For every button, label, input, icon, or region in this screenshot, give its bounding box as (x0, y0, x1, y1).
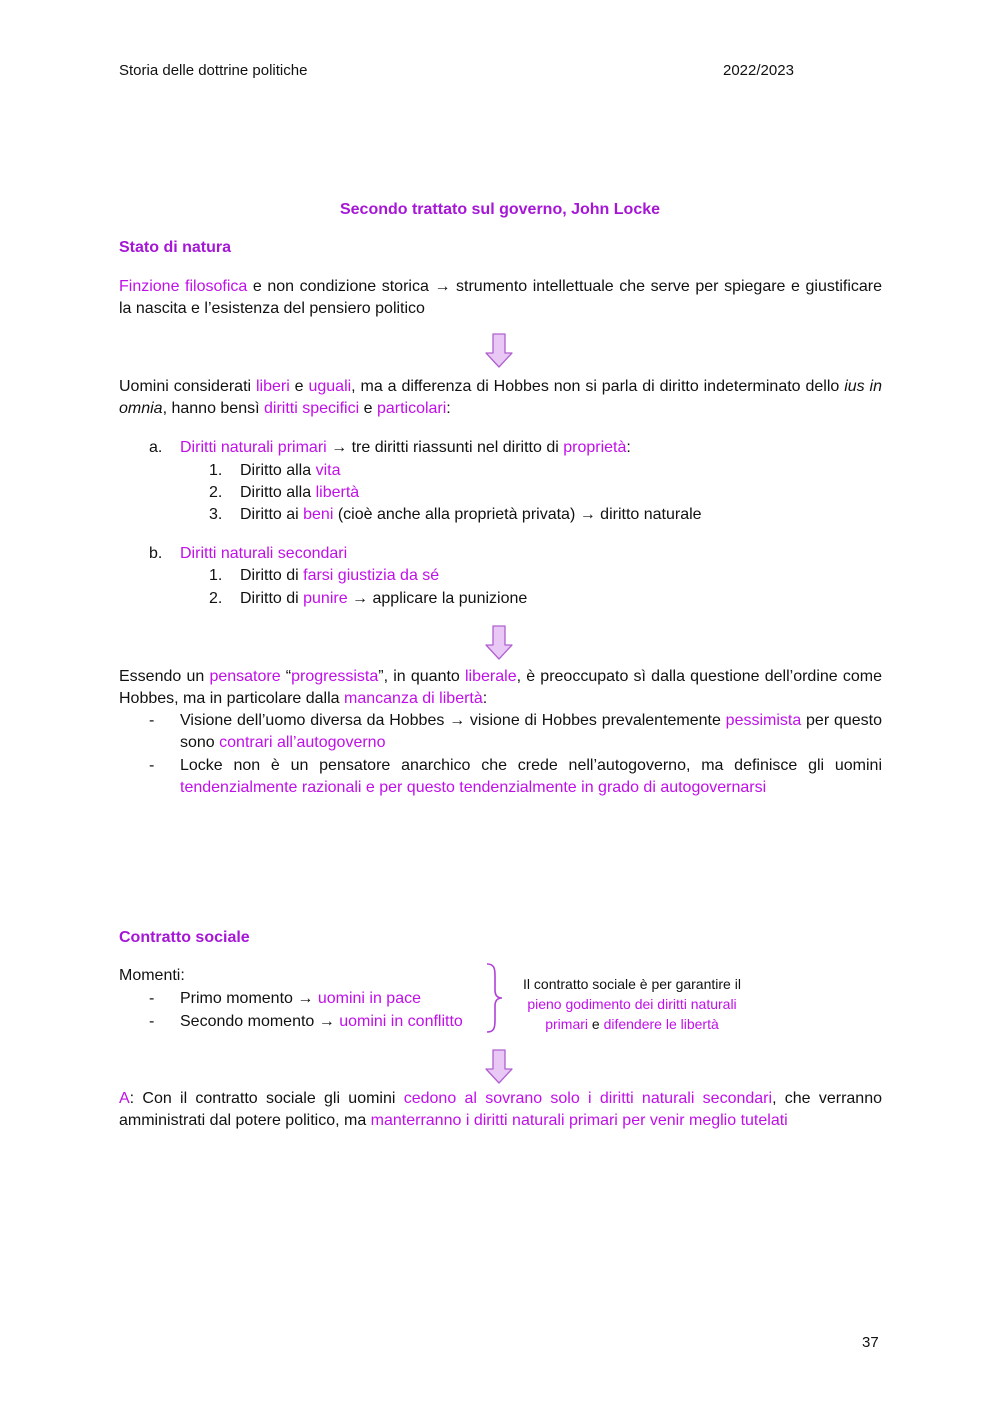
list-item-a-1 (209, 460, 340, 482)
section-heading-stato-di-natura: Stato di natura (119, 239, 232, 256)
text: Diritto di (240, 567, 304, 584)
highlight: Diritti naturali primari (180, 439, 327, 456)
text: (cioè anche alla proprietà privata) → diritto naturale (333, 506, 702, 523)
text: Visione dell’uomo diversa da Hobbes → visione di Hobbes prevalentemente (180, 712, 726, 729)
highlight: punire (303, 590, 348, 607)
page-title: Secondo trattato sul governo, John Locke (339, 201, 661, 218)
highlight: mancanza di libertà (344, 690, 483, 707)
highlight: uguali (308, 378, 352, 395)
list-item-b-2 (209, 588, 527, 610)
text: , che verranno amministrati dal potere politico, ma (119, 1090, 883, 1129)
highlight: difendere le libertà (603, 1016, 719, 1032)
highlight: Diritti naturali secondari (180, 545, 348, 562)
list-item-a-3 (209, 504, 702, 526)
list-marker: 2. (209, 590, 223, 607)
text: Locke non è un pensatore anarchico che crede nell’autogoverno, ma definisce gli uomini (180, 757, 882, 774)
highlight: contrari all’autogoverno (219, 734, 386, 751)
section-heading-contratto-sociale: Contratto sociale (119, 929, 250, 946)
highlight: proprietà (563, 439, 627, 456)
page-number: 37 (862, 1334, 879, 1351)
moments-label: Momenti: (119, 967, 185, 984)
highlight: tendenzialmente razionali e per questo tendenzialmente in grado di autogovernarsi (180, 779, 767, 796)
list-marker: 1. (209, 567, 223, 584)
text: Il contratto sociale è per garantire il (523, 976, 741, 992)
highlight: pensatore (209, 668, 281, 685)
highlight: beni (303, 506, 334, 523)
list-marker: 2. (209, 484, 223, 501)
highlight: uomini in conflitto (339, 1013, 463, 1030)
text: → applicare la punizione (347, 590, 528, 607)
text: , è preoccupato sì dalla questione dell’ordine come Hobbes, ma in particolare dalla (119, 668, 882, 707)
text: ”, in quanto (378, 668, 465, 685)
text: e (289, 378, 309, 395)
text: : (482, 690, 488, 707)
down-arrow-icon (484, 1049, 514, 1085)
header-course: Storia delle dottrine politiche (119, 62, 308, 79)
highlight: diritti specifici (264, 400, 360, 417)
list-marker: - (149, 757, 155, 774)
text: Diritto ai (240, 506, 304, 523)
highlight: A (119, 1090, 130, 1107)
paragraph-uomini (119, 376, 882, 420)
text: “ (280, 668, 292, 685)
text: Uomini considerati (119, 378, 256, 395)
side-note (507, 974, 757, 1034)
text: Primo momento → (180, 990, 318, 1007)
text: Diritto alla (240, 462, 316, 479)
paragraph-conclusion (119, 1088, 882, 1132)
highlight: progressista (291, 668, 379, 685)
list-marker: 3. (209, 506, 223, 523)
highlight: cedono al sovrano solo i diritti naturali secondari (403, 1090, 773, 1107)
text: → tre diritti riassunti nel diritto di (326, 439, 564, 456)
dash-item-locke (149, 755, 882, 799)
paragraph-finzione (119, 276, 882, 320)
curly-brace-icon (484, 962, 504, 1034)
text: per questo sono (180, 712, 882, 751)
highlight: Finzione filosofica (119, 278, 248, 295)
text: : (626, 439, 631, 456)
down-arrow-icon (484, 625, 514, 661)
text: Diritto alla (240, 484, 316, 501)
italic-term: ius in omnia (119, 378, 882, 417)
highlight: pessimista (725, 712, 802, 729)
list-marker: - (149, 1013, 155, 1030)
list-marker: - (149, 990, 155, 1007)
text: : (446, 400, 451, 417)
text: Diritto di (240, 590, 304, 607)
text: Essendo un (119, 668, 210, 685)
list-item-b (149, 543, 347, 565)
text: , hanno bensì (162, 400, 264, 417)
list-marker: b. (149, 545, 163, 562)
list-marker: - (149, 712, 155, 729)
down-arrow-icon (484, 333, 514, 369)
list-item-a-2 (209, 482, 359, 504)
paragraph-progressista (119, 666, 882, 710)
dash-item-visione (149, 710, 882, 754)
text: , ma a differenza di Hobbes non si parla di diritto indeterminato dello (351, 378, 845, 395)
list-marker: 1. (209, 462, 223, 479)
highlight: manterranno i diritti naturali primari per venir meglio tutelati (370, 1112, 788, 1129)
text: e (359, 400, 377, 417)
highlight: libertà (315, 484, 360, 501)
highlight: liberi (255, 378, 290, 395)
highlight: farsi giustizia da sé (303, 567, 440, 584)
highlight: particolari (376, 400, 447, 417)
header-year: 2022/2023 (723, 62, 794, 79)
text: e non condizione storica → strumento intellettuale che serve per spiegare e giustificare la nascita e l’esistenza del pensiero politico (119, 278, 883, 317)
list-marker: a. (149, 439, 163, 456)
highlight: uomini in pace (317, 990, 421, 1007)
text: : Con il contratto sociale gli uomini (129, 1090, 404, 1107)
highlight: liberale (465, 668, 517, 685)
highlight: vita (315, 462, 341, 479)
text: Secondo momento → (180, 1013, 340, 1030)
text: e (588, 1016, 604, 1032)
highlight: pieno godimento dei diritti naturali primari (527, 996, 737, 1032)
moment-item-2 (149, 1011, 463, 1033)
list-item-b-1 (209, 565, 439, 587)
list-item-a (149, 437, 631, 459)
moment-item-1 (149, 988, 421, 1010)
